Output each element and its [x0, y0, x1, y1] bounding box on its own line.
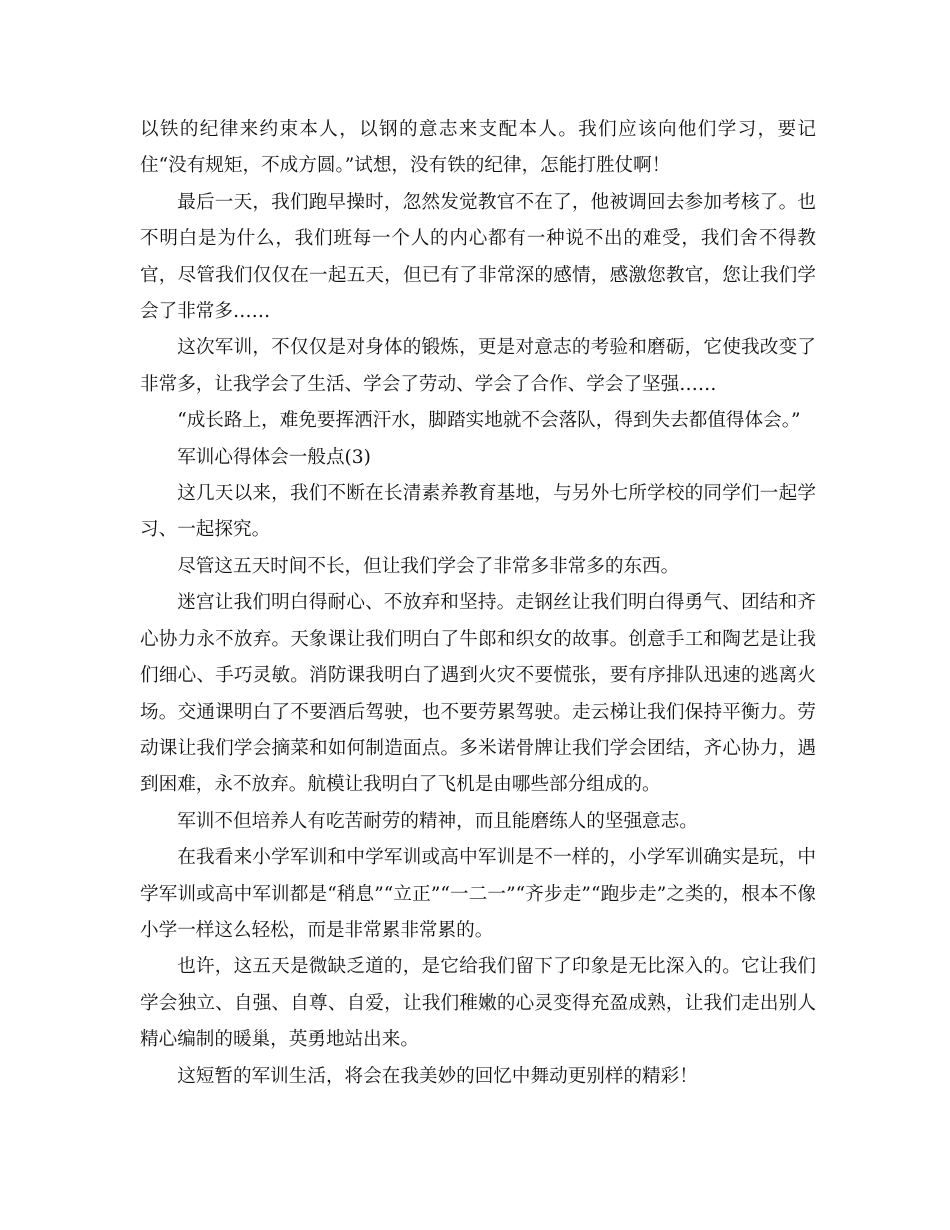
paragraph-2: 最后一天，我们跑早操时，忽然发觉教官不在了，他被调回去参加考核了。也不明白是为什么，我们班每一个人的内心都有一种说不出的难受，我们舍不得教官，尽管我们仅仅在一起五天，但已有了非常深的感情，感激您教官，您让我们学会了非常多…… — [140, 191, 816, 323]
paragraph-6: 这几天以来，我们不断在长清素养教育基地，与另外七所学校的同学们一起学习、一起探究。 — [140, 483, 816, 541]
paragraph-3: 这次军训，不仅仅是对身体的锻炼，更是对意志的考验和磨砺，它使我改变了非常多，让我学会了生活、学会了劳动、学会了合作、学会了坚强…… — [140, 337, 816, 395]
paragraph-8: 迷宫让我们明白得耐心、不放弃和坚持。走钢丝让我们明白得勇气、团结和齐心协力永不放弃。天象课让我们明白了牛郎和织女的故事。创意手工和陶艺是让我们细心、手巧灵敏。消防课我明白了遇到火灾不要慌张，要有序排队迅速的逃离火场。交通课明白了不要酒后驾驶，也不要劳累驾驶。走云梯让我们保持平衡力。劳动课让我们学会摘菜和如何制造面点。多米诺骨牌让我们学会团结，齐心协力，遇到困难，永不放弃。航模让我明白了飞机是由哪些部分组成的。 — [140, 592, 816, 796]
paragraph-7: 尽管这五天时间不长，但让我们学会了非常多非常多的东西。 — [177, 555, 680, 577]
paragraph-9: 军训不但培养人有吃苦耐劳的精神，而且能磨练人的坚强意志。 — [177, 810, 698, 832]
paragraph-11: 也许，这五天是微缺乏道的，是它给我们留下了印象是无比深入的。它让我们学会独立、自强、自尊、自爱，让我们稚嫩的心灵变得充盈成熟，让我们走出别人精心编制的暖巢，英勇地站出来。 — [140, 956, 816, 1051]
document-body — [140, 112, 816, 1095]
paragraph-4: “成长路上，难免要挥洒汗水，脚踏实地就不会落队，得到失去都值得体会。” — [177, 410, 801, 432]
paragraph-10: 在我看来小学军训和中学军训或高中军训是不一样的，小学军训确实是玩，中学军训或高中军训都是“稍息”“立正”“一二一”“齐步走”“跑步走”之类的，根本不像小学一样这么轻松，而是非常累非常累的。 — [140, 847, 816, 941]
paragraph-1: 以铁的纪律来约束本人，以钢的意志来支配本人。我们应该向他们学习，要记住“没有规矩，不成方圆。”试想，没有铁的纪律，怎能打胜仗啊！ — [140, 119, 816, 177]
section-heading: 军训心得体会一般点(3) — [177, 446, 371, 468]
paragraph-12: 这短暂的军训生活，将会在我美妙的回忆中舞动更别样的精彩！ — [177, 1065, 698, 1087]
